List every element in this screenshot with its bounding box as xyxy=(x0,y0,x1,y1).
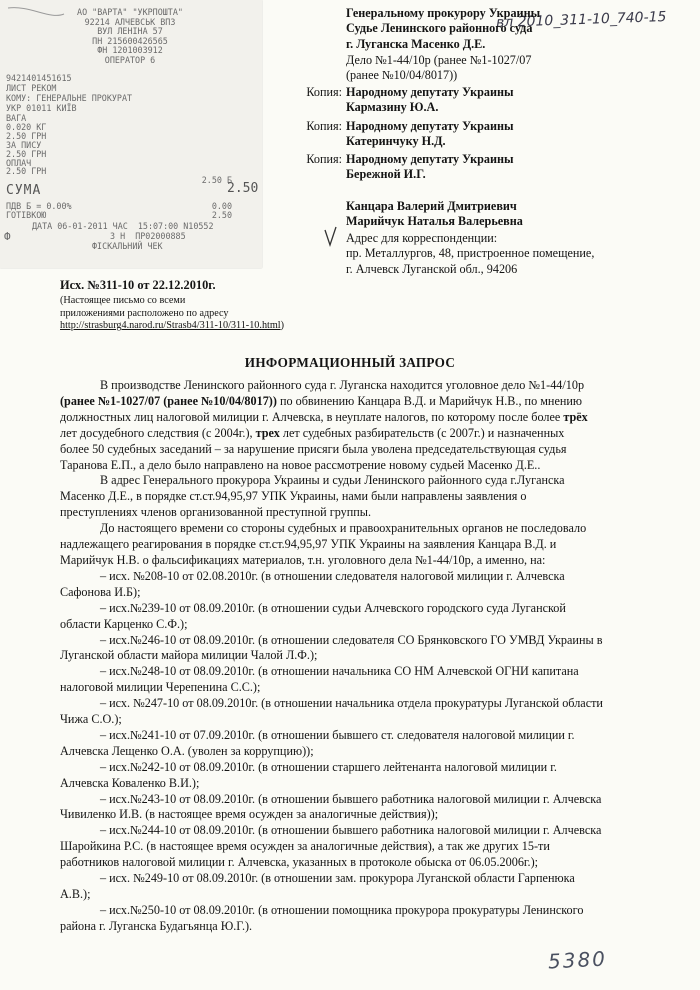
body-line: преступлениях членов организованной преступной группы. xyxy=(60,505,372,520)
body-line: Чивиленко И.В. (в настоящее время осужден за аналогичные действия)); xyxy=(60,807,439,822)
copy-addressee: Народному депутату Украины Кармазину Ю.А. xyxy=(346,85,514,115)
body-line: – исх. №247-10 от 08.09.2010г. (в отношении начальника отдела прокуратуры Луганской области xyxy=(100,696,603,711)
copy-addressee: Народному депутату Украины Бережной И.Г. xyxy=(346,152,514,182)
receipt-sum-side: 2.50 Б xyxy=(201,175,232,185)
body-line: – исх.№239-10 от 08.09.2010г. (в отношении судьи Алчевского городского суда Луганской xyxy=(100,600,566,615)
receipt-line: 2.50 ГРН xyxy=(6,166,47,176)
receipt-line: ВАГА xyxy=(6,113,27,123)
body-line: А.В.); xyxy=(60,887,91,901)
copy-label: Копия: xyxy=(306,152,342,166)
body-line: района г. Луганска Будагьянца Ю.Г.). xyxy=(60,918,253,933)
receipt-cash-value: 2.50 xyxy=(211,210,232,220)
body-line: В адрес Генерального прокурора Украины и судьи Ленинского районного суда г.Луганска xyxy=(100,473,565,488)
receipt-vat-value: 0.00 xyxy=(211,201,232,211)
copy-label: Копия: xyxy=(306,119,342,133)
body-line: До настоящего времени со стороны судебных и правоохранительных органов не последовало xyxy=(100,521,587,536)
body-line: Сафонова И.Б); xyxy=(60,584,141,599)
receipt-numbers: 3 Н ПР02000885 xyxy=(110,231,186,241)
receipt-date: ДАТА 06-01-2011 ЧАС 15:07:00 N10552 xyxy=(32,221,214,231)
receipt-line: УКР 01011 КИЇВ xyxy=(6,103,77,113)
receipt-cash: ГОТІВКОЮ xyxy=(6,210,47,220)
body-line: надлежащего реагирования в порядке ст.ст.94,95,97 УПК Украины на заявления Канцара В.Д. и xyxy=(60,537,557,552)
body-line: Луганской области майора милиции Чалой Л.Ф.); xyxy=(60,648,318,663)
receipt-line: 2.50 ГРН xyxy=(6,149,47,159)
body-line: более 50 судебных заседаний – за нарушение присяги была уволена председательствующая судья xyxy=(60,441,567,456)
body-line: – исх.№242-10 от 08.09.2010г. (в отношении старшего лейтенанта налоговой милиции г. xyxy=(100,759,557,774)
body-line: – исх.№243-10 от 08.09.2010г. (в отношении бывшего работника налоговой милиции г. Алчевска xyxy=(100,791,602,806)
handwritten-note: вл 2010_311-10_740-15 xyxy=(495,9,667,31)
body-line: В производстве Ленинского районного суда г. Луганска находится уголовное дело №1-44/10р xyxy=(100,378,585,392)
receipt-sum-value: 2.50 xyxy=(227,181,259,196)
receipt-line: ОПЛАЧ xyxy=(6,158,32,168)
handwritten-number: 5380 xyxy=(547,946,608,974)
postal-receipt xyxy=(0,0,262,268)
receipt-line: 9421401451615 xyxy=(6,73,72,83)
reference-note: (Настоящее письмо со всеми приложениями расположено по адресу http://strasburg4.narod.ru/Strasb4/311-10/311-10.html) xyxy=(60,295,285,332)
primary-addressee: Генеральному прокурору Украины Судье Ленинского районного суда г. Луганска Масенко Д.Е. xyxy=(346,6,541,51)
body-line: Масенко Д.Е., в порядке ст.ст.94,95,97 УПК Украины, нами были направлены заявления о xyxy=(60,489,527,504)
body-line: – исх. №208-10 от 02.08.2010г. (в отношении следователя налоговой милиции г. Алчевска xyxy=(100,568,565,583)
receipt-line: ЛИСТ РЕКОМ xyxy=(6,83,57,93)
body-line: Алчевска Лещенко О.А. (уволен за коррупцию)); xyxy=(60,743,314,758)
case-number: Дело №1-44/10р (ранее №1-1027/07 (ранее №10/04/8017)) xyxy=(346,53,532,83)
body-line: – исх.№241-10 от 07.09.2010г. (в отношении бывшего ст. следователя налоговой милиции г. xyxy=(100,727,575,742)
body-line: (ранее №1-1027/07 (ранее №10/04/8017)) по обвинению Канцара В.Д. и Марийчук Н.В., по мнению xyxy=(60,393,583,408)
body-line: – исх. №249-10 от 08.09.2010г. (в отношении зам. прокурора Луганской области Гарпенюка xyxy=(100,871,575,886)
body-line: налоговой милиции Черепенина С.С.); xyxy=(60,680,261,695)
receipt-line: 2.50 ГРН xyxy=(6,131,47,141)
receipt-line: 0.020 КГ xyxy=(6,122,47,132)
check-mark-icon xyxy=(323,226,339,248)
senders: Канцара Валерий Дмитриевич Марийчук Наталья Валерьевна xyxy=(346,199,523,229)
body-line: – исх.№244-10 от 08.09.2010г. (в отношении бывшего работника налоговой милиции г. Алчевска xyxy=(100,823,602,838)
copy-label: Копия: xyxy=(306,85,342,99)
document-heading: ИНФОРМАЦИОННЫЙ ЗАПРОС xyxy=(244,355,456,370)
receipt-fiscal: ФІСКАЛЬНИЙ ЧЕК xyxy=(92,241,163,251)
body-line: – исх.№246-10 от 08.09.2010г. (в отношении следователя СО Брянковского ГО УМВД Украины в xyxy=(100,632,603,647)
body-line: Чижа С.О.); xyxy=(60,712,122,727)
body-line: – исх.№248-10 от 08.09.2010г. (в отношении начальника СО НМ Алчевской ОГНИ капитана xyxy=(100,664,579,679)
document-link[interactable]: http://strasburg4.narod.ru/Strasb4/311-10/311-10.html xyxy=(60,320,281,332)
document-body xyxy=(60,378,680,935)
receipt-sum-label: СУМА xyxy=(6,183,42,198)
body-line: Шаройкина Р.С. (в настоящее время осужден за аналогичные действия), а так же других 15-ти xyxy=(60,839,550,854)
body-line: Таранова Е.П., а дело было направлено на новое рассмотрение новому судьей Масенко Д.Е.. xyxy=(60,457,541,472)
receipt-line: КОМУ: ГЕНЕРАЛЬНЕ ПРОКУРАТ xyxy=(6,93,133,103)
receipt-vat: ПДВ Б = 0.00% xyxy=(6,201,72,211)
body-line: работников налоговой милиции г. Алчевска, указанных в протоколе обыска от 06.05.2006г.); xyxy=(60,855,539,870)
body-line: должностных лиц налоговой милиции г. Алчевска, в неуплате налогов, по которому после более трёх xyxy=(60,409,588,424)
receipt-mark: Ф xyxy=(4,230,11,243)
copy-addressee: Народному депутату Украины Катеринчуку Н.Д. xyxy=(346,119,514,149)
body-line: области Карценко С.Ф.); xyxy=(60,616,188,631)
body-line: лет досудебного следствия (с 2004г.), трех лет судебных разбирательств (с 2007г.) и назначенных xyxy=(60,425,565,440)
body-line: Марийчук Н.В. о фальсификациях материалов, т.н. уголовного дела №1-44/10р, а именно, на: xyxy=(60,552,546,567)
outgoing-reference: Исх. №311-10 от 22.12.2010г. xyxy=(60,278,216,292)
receipt-line: ЗА ПИСУ xyxy=(6,140,42,150)
correspondence-address: Адрес для корреспонденции: пр. Металлургов, 48, пристроенное помещение, г. Алчевск Луганской обл., 94206 xyxy=(346,231,595,276)
body-line: Алчевска Коваленко В.И.); xyxy=(60,775,200,790)
receipt-header: АО "ВАРТА" "УКРПОШТА" 92214 АЛЧЕВСЬК ВПЗ ВУЛ ЛЕНІНА 57 ПН 215600426565 ФН 1201003912 ОПЕРАТОР 6 xyxy=(77,7,183,65)
body-line: – исх.№250-10 от 08.09.2010г. (в отношении помощника прокурора прокуратуры Ленинского xyxy=(100,902,584,917)
